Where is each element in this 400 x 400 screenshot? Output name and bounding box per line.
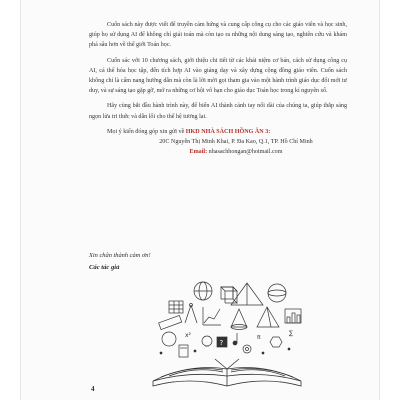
- formula-bubble-icon: [185, 330, 293, 341]
- svg-text:π: π: [257, 334, 261, 341]
- open-book-icon: [153, 359, 301, 386]
- svg-text:?: ?: [219, 339, 224, 347]
- pyramid-icon: [257, 307, 279, 327]
- paragraph-chapters: Cuốn sác với 10 chương sách, giới thiệu chi tiết từ các khái niệm cơ bản, cách sử dụng công cụ AI, cá thể hóa học tập, đến tích hợp AI vào giảng dạy và xây dựng cộng đồng giáo viên. Cuốn sách không chỉ là cẩm nang hướng dẫn mà còn là lời mời gọi tham gia vào một hành trình giáo dục đổi mới tư duy, và sự sáng tạo gặp gỡ, mở ra những cơ hội vô hạn cho giáo dục Toán học trong kỉ nguyên số.: [89, 57, 347, 95]
- paragraph-journey: Hãy cùng bắt đầu hành trình này, để biến AI thành cánh tay nối dài của chúng ta, giúp thắp sáng ngọn lửa tri thức và dẫn lối cho thế hệ tương lai.: [89, 103, 347, 120]
- company-address: 20C Nguyễn Thị Minh Khai, P. Đa Kao, Q.1, TP. Hồ Chí Minh: [159, 139, 313, 146]
- open-book-math-icons-illustration: [139, 279, 315, 392]
- cone-icon: [231, 309, 247, 330]
- graph-icon: [203, 307, 221, 325]
- email-address: nhasachhongan@hotmail.com: [207, 149, 283, 156]
- ruler-icon: [159, 315, 182, 329]
- chart-icon: [285, 309, 301, 323]
- company-name: HKD NHÀ SÁCH HỒNG ÂN 3:: [185, 128, 271, 135]
- email-line: [89, 147, 347, 157]
- dots-icon: [160, 348, 290, 354]
- gear-icon: [243, 345, 251, 353]
- contact-line: [89, 127, 347, 137]
- grid-icon: [169, 301, 183, 313]
- lightbulb-icon: [202, 336, 212, 346]
- contact-lead: Mọi ý kiến đóng góp xin gửi về: [107, 128, 186, 135]
- page-number: 4: [91, 385, 95, 393]
- music-note-icon: [233, 333, 237, 345]
- sphere-icon: [268, 284, 286, 302]
- circle-icon: [162, 332, 176, 346]
- svg-text:∑: ∑: [289, 330, 294, 337]
- question-box-icon: [217, 337, 227, 347]
- calculator-icon: [179, 345, 188, 357]
- thanks-line: Xin chân thành cảm ơn!: [89, 252, 151, 259]
- compass-icon: [185, 304, 197, 324]
- paragraph-intro: Cuốn sách này được viết để truyền cảm hứng và cung cấp công cụ cho các giáo viên và học sinh, giúp họ sử dụng AI để không chỉ giải toán mà còn tạo ra những nội dung sáng tạo, nghiên cứu và khám phá sâu hơn về thế giới Toán học.: [89, 22, 347, 49]
- globe-icon: [194, 282, 212, 300]
- book-page: [20, 0, 380, 400]
- hexagon-icon: [270, 337, 282, 347]
- authors-signature: Các tác giả: [89, 264, 120, 271]
- email-label: Email:: [189, 149, 208, 156]
- svg-text:x²: x²: [185, 332, 191, 339]
- body-text: [89, 20, 347, 157]
